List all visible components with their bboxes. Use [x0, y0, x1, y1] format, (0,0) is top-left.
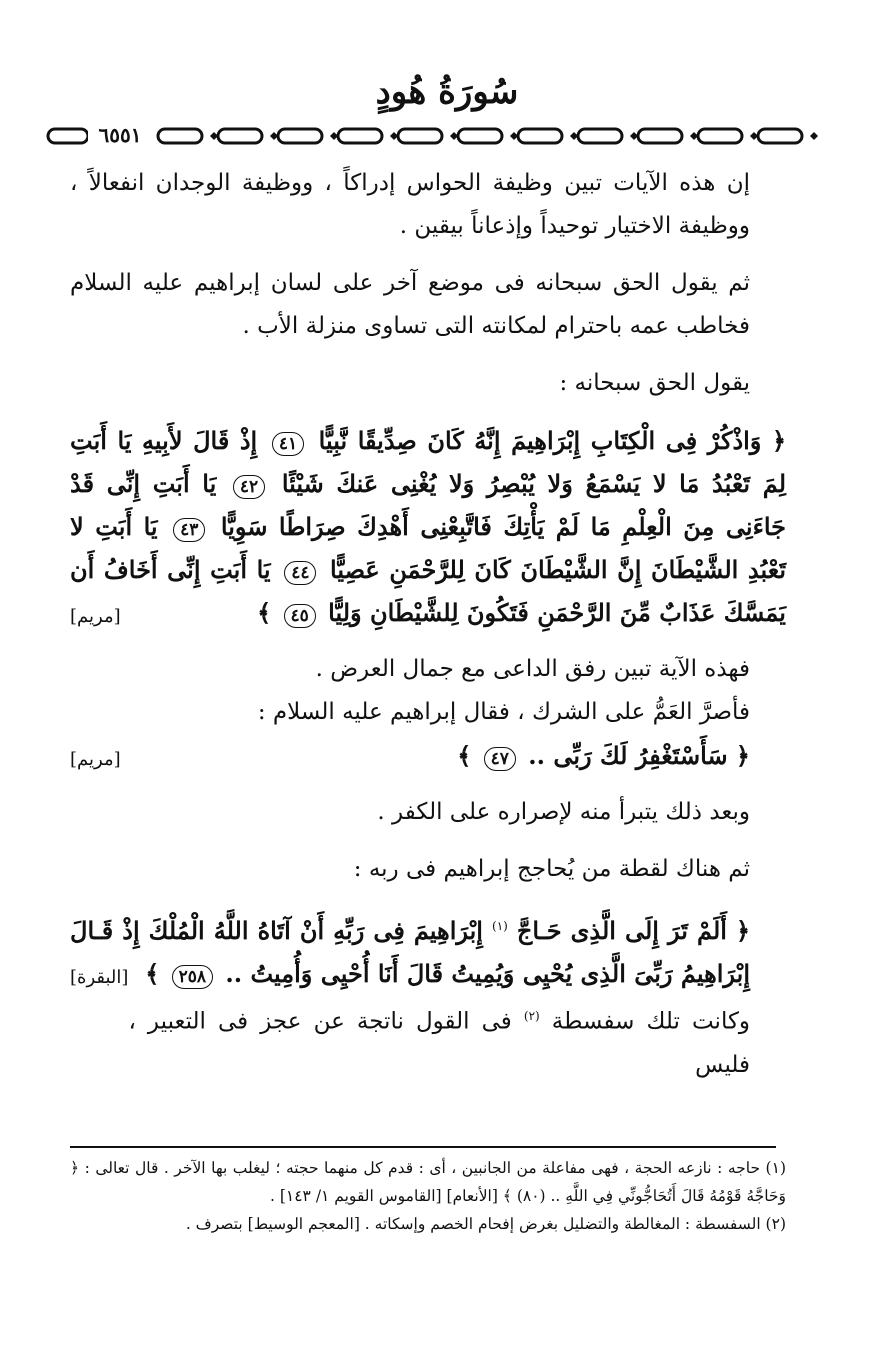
verse-text: إِذْ قَالَ لأَبِيهِ يَا أَبَتِ لِمَ تَعْبُدُ مَا لا يَسْمَعُ وَلا يُبْصِرُ وَلا يُغْنِى عَنكَ شَيْئًا	[70, 426, 787, 498]
footnotes	[70, 1154, 786, 1238]
surah-reference: [مريم]	[70, 606, 121, 627]
verse-number: ٤٧	[484, 747, 516, 771]
verse-number: ٤٣	[173, 518, 205, 542]
quran-verse-block	[70, 419, 786, 634]
paragraph	[70, 995, 786, 1087]
verse-text: إِبْرَاهِيمَ فِى رَبِّهِ أَنْ آتَاهُ اللَّهُ الْمُلْكَ إِذْ قَـالَ إِبْرَاهِيمُ رَبِّىَ الَّذِى يُحْيِى وَيُمِيتُ قَالَ أَنَا أُحْيِى وَأُمِيتُ ..	[70, 916, 750, 988]
verse-number: ٤٢	[233, 475, 265, 499]
verse-number: ٤٤	[284, 561, 316, 585]
verse-text: يَا أَبَتِ لا تَعْبُدِ الشَّيْطَانَ إِنَّ الشَّيْطَانَ كَانَ لِلرَّحْمَنِ عَصِيًّا	[70, 512, 786, 584]
paragraph: إن هذه الآيات تبين وظيفة الحواس إدراكاً ، ووظيفة الوجدان انفعالاً ، ووظيفة الاختيار توحيداً وإذعاناً بيقين .	[70, 170, 750, 239]
main-text	[70, 162, 786, 1087]
verse-text: يَا أَبَتِ إِنِّى أَخَافُ أَن يَمَسَّكَ عَذَابٌ مِّنَ الرَّحْمَنِ فَتَكُونَ لِلشَّيْطَانِ وَلِيًّا	[70, 555, 786, 627]
verse-number: ٤٥	[284, 604, 316, 628]
quran-verse-block	[70, 905, 786, 995]
footnote-marker: (٢)	[523, 1009, 540, 1023]
footnote-divider	[70, 1146, 776, 1148]
paragraph: يقول الحق سبحانه :	[559, 370, 750, 396]
verse-text: ﴾	[457, 741, 472, 770]
verse-number: ٤١	[272, 432, 304, 456]
verse-text: ﴾	[257, 598, 272, 627]
paragraph-text: وكانت تلك سفسطة	[551, 1008, 751, 1035]
quran-verse-block	[70, 734, 786, 777]
surah-reference: [البقرة]	[70, 967, 129, 988]
verse-text: ﴾	[145, 959, 160, 988]
paragraph: فأصرَّ العَمُّ على الشرك ، فقال إبراهيم عليه السلام :	[257, 699, 750, 725]
surah-reference: [مريم]	[70, 749, 121, 770]
paragraph: فهذه الآية تبين رفق الداعى مع جمال العرض .	[315, 656, 750, 682]
paragraph: وبعد ذلك يتبرأ منه لإصراره على الكفر .	[377, 799, 750, 825]
surah-title: سُورَةُ هُودٍ	[375, 72, 519, 112]
verse-text: يَا أَبَتِ إِنِّى قَدْ جَاءَنِى مِنَ الْعِلْمِ مَا لَمْ يَأْتِكَ فَاتَّبِعْنِى أَهْدِكَ صِرَاطًا سَوِيًّا	[70, 469, 787, 541]
verse-text: ﴿ وَاذْكُرْ فِى الْكِتَابِ إِبْرَاهِيمَ إِنَّهُ كَانَ صِدِّيقًا نَّبِيًّا	[318, 426, 787, 455]
page-number: ٦٥٥١	[88, 120, 152, 150]
footnote-2: (٢) السفسطة : المغالطة والتضليل بغرض إفحام الخصم وإسكاته . [المعجم الوسيط] بتصرف .	[185, 1215, 786, 1233]
footnote-marker: (١)	[492, 919, 508, 933]
paragraph: ثم يقول الحق سبحانه فى موضع آخر على لسان إبراهيم عليه السلام فخاطب عمه باحترام لمكانته التى تساوى منزلة الأب .	[70, 270, 750, 339]
paragraph-text: فى القول ناتجة عن عجز فى التعبير ، فليس	[128, 1008, 750, 1078]
verse-number: ٢٥٨	[172, 965, 213, 989]
verse-text: ﴿ سَأَسْتَغْفِرُ لَكَ رَبِّى ..	[528, 741, 750, 770]
paragraph: ثم هناك لقطة من يُحاجج إبراهيم فى ربه :	[353, 856, 750, 882]
footnote-1: (١) حاجه : نازعه الحجة ، فهى مفاعلة من الجانبين ، أى : قدم كل منهما حجته ؛ ليغلب بها الآخر . قال تعالى : ﴿ وَحَاجَّهُ قَوْمُهُ قَالَ أَتُحَاجُّونِّي فِي اللَّهِ .. (٨٠) ﴾ [الأنعام] [القاموس القويم ١/ ١٤٣] .	[70, 1159, 786, 1205]
verse-text: ﴿ أَلَمْ تَرَ إِلَى الَّذِى حَـاجَّ	[516, 916, 751, 945]
ornamental-border	[46, 122, 826, 150]
